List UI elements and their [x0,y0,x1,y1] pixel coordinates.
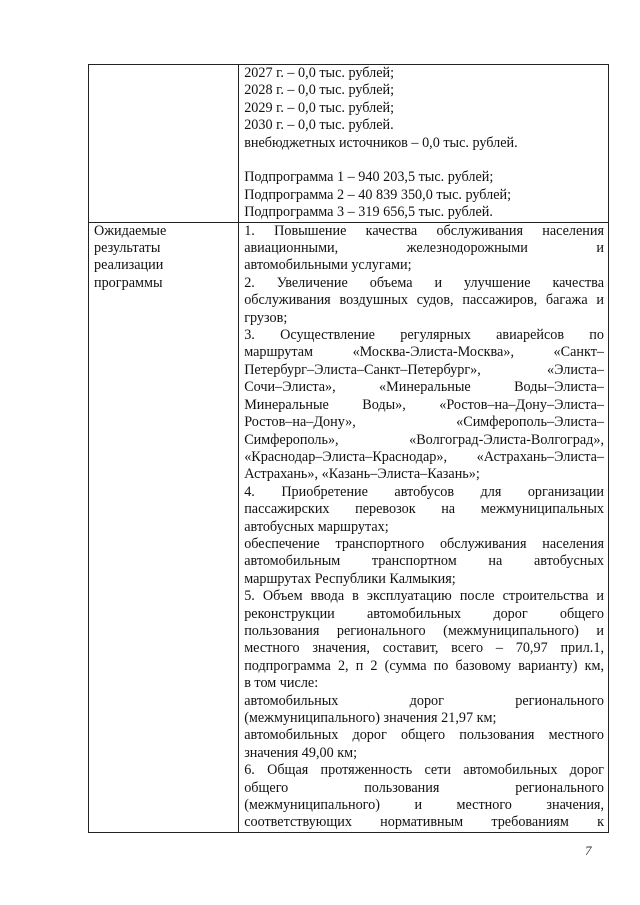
results-line: Ростов–на–Дону», «Симферополь–Элиста– [244,414,604,431]
funding-label-cell [89,65,239,223]
results-line: «Краснодар–Элиста–Краснодар», «Астрахань–Элиста– [244,448,604,465]
results-line: автомобильных дорог регионального [244,692,604,709]
subprogram-line: Подпрограмма 3 – 319 656,5 тыс. рублей. [244,204,493,221]
results-label-line: реализации [94,257,164,274]
results-line: автобусных маршрутах; [244,518,389,535]
results-line: соответствующих нормативным требованиям к [244,814,604,831]
results-line: Минеральные Воды», «Ростов–на–Дону–Элиста– [244,396,604,413]
results-line: (межмуниципального) и местного значения, [244,797,604,814]
results-line: реконструкции автомобильных дорог общего [244,605,604,622]
subprogram-line: Подпрограмма 1 – 940 203,5 тыс. рублей; [244,169,494,186]
results-line: общего пользования регионального [244,779,604,796]
results-value-cell [239,222,609,832]
results-label-line: результаты [94,240,161,257]
results-line: 6. Общая протяженность сети автомобильных дорог [244,762,604,779]
results-line: 5. Объем ввода в эксплуатацию после строительства и [244,588,604,605]
results-line: 2. Увеличение объема и улучшение качества [244,274,604,291]
funding-row [89,65,609,223]
results-line: (межмуниципального) значения 21,97 км; [244,710,497,727]
program-passport-table [88,64,609,833]
funding-line: 2030 г. – 0,0 тыс. рублей. [244,117,394,134]
results-line: авиационными, железнодорожными и [244,240,604,257]
results-line: Петербург–Элиста–Санкт–Петербург», «Элиста– [244,361,604,378]
results-row [89,222,609,832]
results-line: 4. Приобретение автобусов для организации [244,483,604,500]
results-label-line: Ожидаемые [94,222,167,239]
results-line: маршрутам «Москва-Элиста-Москва», «Санкт– [244,344,604,361]
results-label-cell [89,222,239,832]
results-line: 1. Повышение качества обслуживания населения [244,222,604,239]
page-number: 7 [585,843,592,858]
results-line: в том числе: [244,675,319,692]
results-line: пользования регионального (межмуниципального) и [244,622,604,639]
results-line: Симферополь», «Волгоград-Элиста-Волгоград», [244,431,604,448]
results-line: автомобильным транспортном на автобусных [244,553,604,570]
results-line: Сочи–Элиста», «Минеральные Воды–Элиста– [244,379,604,396]
subprogram-line: Подпрограмма 2 – 40 839 350,0 тыс. рублей; [244,186,512,203]
results-line: обслуживания воздушных судов, пассажиров, багажа и [244,292,604,309]
results-line: 3. Осуществление регулярных авиарейсов по [244,327,604,344]
results-line: пассажирских перевозок на межмуниципальных [244,501,604,518]
funding-line: 2029 г. – 0,0 тыс. рублей; [244,99,395,116]
results-line: грузов; [244,309,288,326]
results-line: значения 49,00 км; [244,744,358,761]
results-line: автомобильными услугами; [244,257,412,274]
spacer [244,152,604,169]
results-label-line: программы [94,274,163,291]
funding-line: внебюджетных источников – 0,0 тыс. рублей. [244,134,518,151]
results-line: автомобильных дорог общего пользования местного [244,727,604,744]
funding-line: 2028 г. – 0,0 тыс. рублей; [244,82,395,99]
funding-line: 2027 г. – 0,0 тыс. рублей; [244,65,395,81]
results-line: обеспечение транспортного обслуживания населения [244,535,604,552]
results-line: Астрахань», «Казань–Элиста–Казань»; [244,466,480,483]
funding-value-cell [239,65,609,223]
results-line: подпрограмма 2, п 2 (сумма по базовому варианту) км, [244,657,604,674]
results-line: местного значения, составит, всего – 70,97 прил.1, [244,640,604,657]
results-line: маршрутах Республики Калмыкия; [244,570,456,587]
